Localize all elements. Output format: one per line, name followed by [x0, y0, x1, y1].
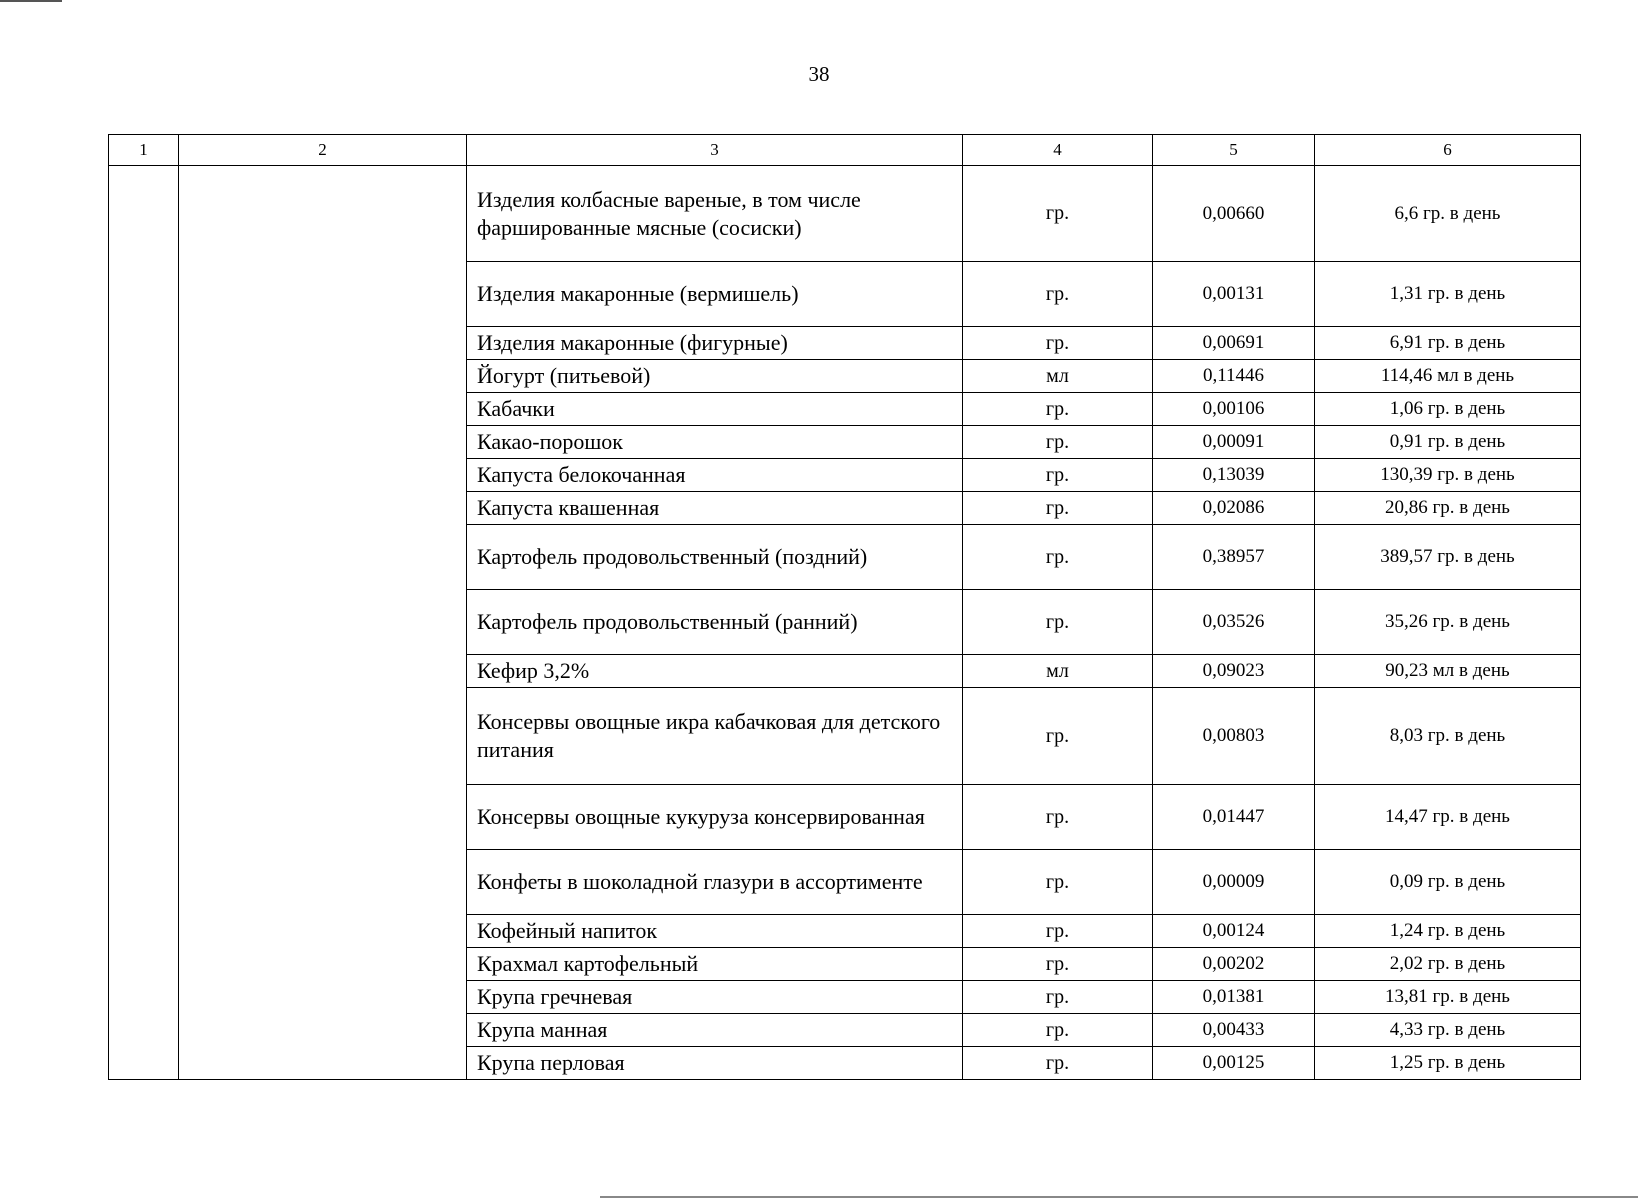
daily-amount: 1,06 гр. в день: [1315, 393, 1581, 426]
column-number: 3: [467, 135, 963, 166]
unit: гр.: [963, 1014, 1153, 1047]
daily-amount: 389,57 гр. в день: [1315, 525, 1581, 590]
column-number-row: [109, 135, 1581, 166]
norm-value: 0,11446: [1153, 360, 1315, 393]
norm-value: 0,09023: [1153, 655, 1315, 688]
scan-edge-bottom: [600, 1196, 1638, 1198]
unit: гр.: [963, 262, 1153, 327]
unit: гр.: [963, 459, 1153, 492]
daily-amount: 13,81 гр. в день: [1315, 981, 1581, 1014]
norm-value: 0,01447: [1153, 785, 1315, 850]
daily-amount: 2,02 гр. в день: [1315, 948, 1581, 981]
unit: гр.: [963, 166, 1153, 262]
column-number: 6: [1315, 135, 1581, 166]
norm-value: 0,00691: [1153, 327, 1315, 360]
norm-value: 0,00091: [1153, 426, 1315, 459]
unit: мл: [963, 655, 1153, 688]
unit: гр.: [963, 393, 1153, 426]
product-name: Изделия макаронные (фигурные): [467, 327, 963, 360]
daily-amount: 4,33 гр. в день: [1315, 1014, 1581, 1047]
norm-value: 0,13039: [1153, 459, 1315, 492]
product-name: Капуста белокочанная: [467, 459, 963, 492]
product-name: Конфеты в шоколадной глазури в ассортименте: [467, 850, 963, 915]
daily-amount: 90,23 мл в день: [1315, 655, 1581, 688]
norm-value: 0,00660: [1153, 166, 1315, 262]
norms-table: [108, 134, 1581, 1080]
column-number: 4: [963, 135, 1153, 166]
daily-amount: 20,86 гр. в день: [1315, 492, 1581, 525]
norm-value: 0,38957: [1153, 525, 1315, 590]
daily-amount: 130,39 гр. в день: [1315, 459, 1581, 492]
product-name: Кефир 3,2%: [467, 655, 963, 688]
unit: гр.: [963, 327, 1153, 360]
product-name: Кабачки: [467, 393, 963, 426]
product-name: Изделия макаронные (вермишель): [467, 262, 963, 327]
norm-value: 0,00803: [1153, 688, 1315, 785]
empty-cell-col1: [109, 166, 179, 1080]
empty-cell-col2: [179, 166, 467, 1080]
product-name: Консервы овощные кукуруза консервированная: [467, 785, 963, 850]
unit: гр.: [963, 948, 1153, 981]
daily-amount: 6,6 гр. в день: [1315, 166, 1581, 262]
daily-amount: 1,25 гр. в день: [1315, 1047, 1581, 1080]
daily-amount: 35,26 гр. в день: [1315, 590, 1581, 655]
product-name: Крупа манная: [467, 1014, 963, 1047]
product-name: Изделия колбасные вареные, в том числе фаршированные мясные (сосиски): [467, 166, 963, 262]
unit: гр.: [963, 850, 1153, 915]
daily-amount: 114,46 мл в день: [1315, 360, 1581, 393]
norm-value: 0,00202: [1153, 948, 1315, 981]
norm-value: 0,00106: [1153, 393, 1315, 426]
daily-amount: 1,24 гр. в день: [1315, 915, 1581, 948]
product-name: Консервы овощные икра кабачковая для детского питания: [467, 688, 963, 785]
unit: мл: [963, 360, 1153, 393]
unit: гр.: [963, 981, 1153, 1014]
scan-edge-top: [0, 0, 62, 2]
unit: гр.: [963, 525, 1153, 590]
unit: гр.: [963, 688, 1153, 785]
column-number: 2: [179, 135, 467, 166]
product-name: Какао-порошок: [467, 426, 963, 459]
product-name: Крупа гречневая: [467, 981, 963, 1014]
norm-value: 0,01381: [1153, 981, 1315, 1014]
norm-value: 0,00125: [1153, 1047, 1315, 1080]
norm-value: 0,00131: [1153, 262, 1315, 327]
daily-amount: 0,09 гр. в день: [1315, 850, 1581, 915]
norm-value: 0,00433: [1153, 1014, 1315, 1047]
unit: гр.: [963, 492, 1153, 525]
daily-amount: 1,31 гр. в день: [1315, 262, 1581, 327]
norm-value: 0,00124: [1153, 915, 1315, 948]
unit: гр.: [963, 785, 1153, 850]
product-name: Картофель продовольственный (ранний): [467, 590, 963, 655]
product-name: Картофель продовольственный (поздний): [467, 525, 963, 590]
unit: гр.: [963, 915, 1153, 948]
daily-amount: 8,03 гр. в день: [1315, 688, 1581, 785]
daily-amount: 6,91 гр. в день: [1315, 327, 1581, 360]
unit: гр.: [963, 590, 1153, 655]
product-name: Крупа перловая: [467, 1047, 963, 1080]
product-name: Крахмал картофельный: [467, 948, 963, 981]
page-number: 38: [808, 62, 830, 86]
unit: гр.: [963, 426, 1153, 459]
table-row: [109, 166, 1581, 262]
norm-value: 0,00009: [1153, 850, 1315, 915]
column-number: 5: [1153, 135, 1315, 166]
product-name: Капуста квашенная: [467, 492, 963, 525]
daily-amount: 0,91 гр. в день: [1315, 426, 1581, 459]
daily-amount: 14,47 гр. в день: [1315, 785, 1581, 850]
product-name: Йогурт (питьевой): [467, 360, 963, 393]
unit: гр.: [963, 1047, 1153, 1080]
column-number: 1: [109, 135, 179, 166]
norm-value: 0,02086: [1153, 492, 1315, 525]
norm-value: 0,03526: [1153, 590, 1315, 655]
product-name: Кофейный напиток: [467, 915, 963, 948]
